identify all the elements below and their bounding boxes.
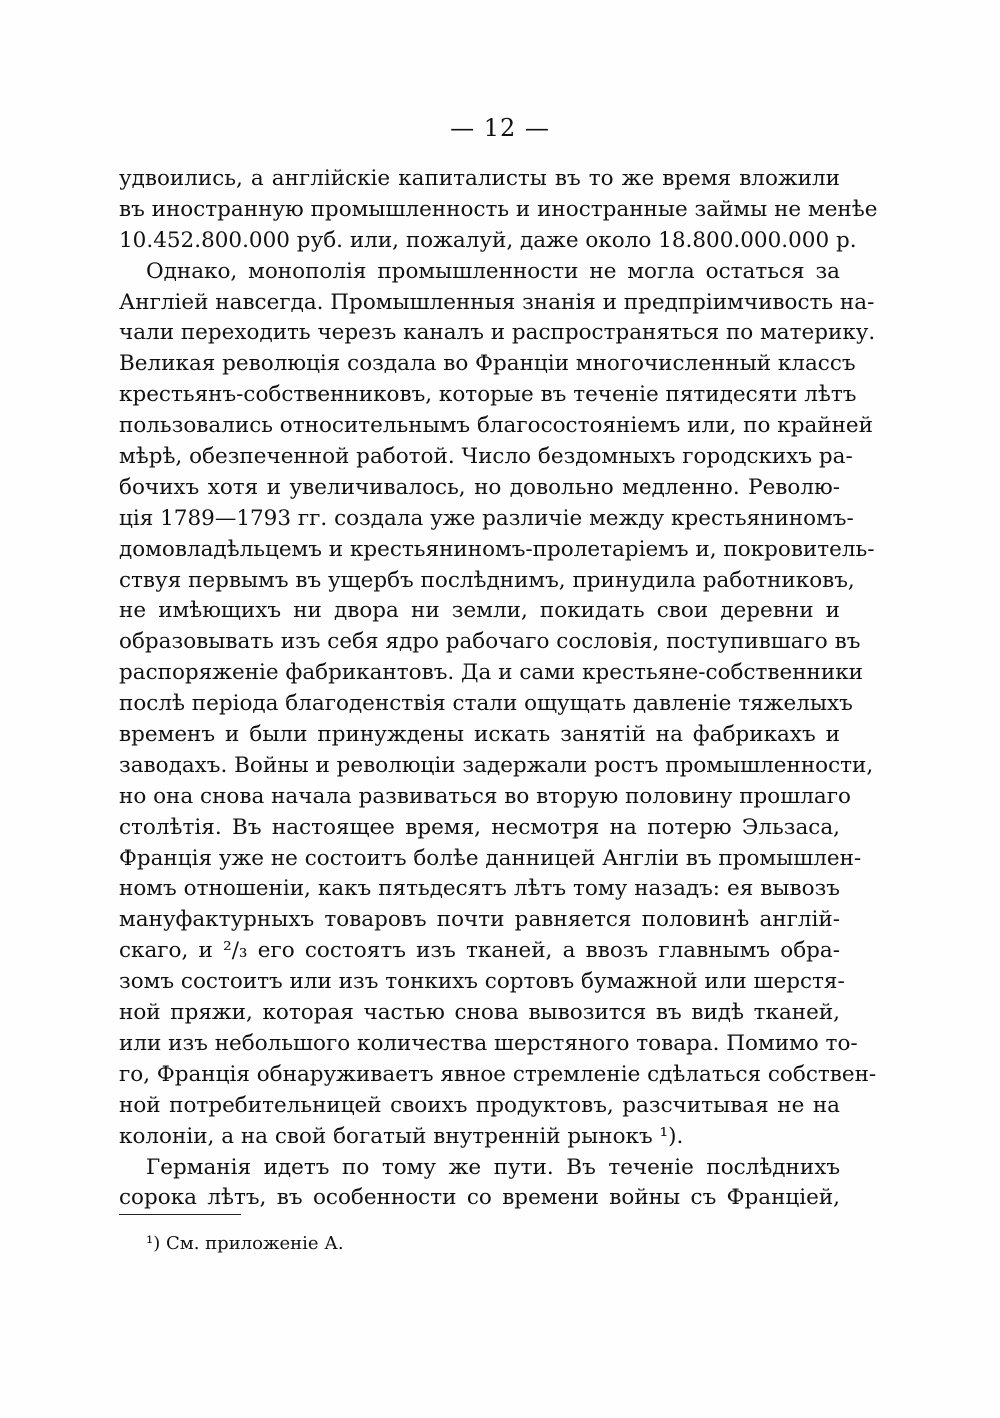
- text-line: Германія идетъ по тому же пути. Въ теченіе послѣднихъ: [146, 1154, 840, 1180]
- footnote: ¹) См. приложеніе А.: [146, 1233, 344, 1254]
- text-line: не имѣющихъ ни двора ни земли, покидать свои деревни и: [119, 598, 840, 624]
- text-line: временъ и были принуждены искать занятій на фабрикахъ и: [119, 722, 840, 748]
- text-line: ція 1789—1793 гг. создала уже различіе между крестьяниномъ-: [119, 505, 854, 531]
- text-line: столѣтія. Въ настоящее время, несмотря на потерю Эльзаса,: [119, 814, 840, 840]
- text-line: зомъ состоитъ или изъ тонкихъ сортовъ бумажной или шерстя-: [119, 969, 845, 995]
- text-line: послѣ періода благоденствія стали ощущать давленіе тяжелыхъ: [119, 691, 853, 717]
- text-line: бочихъ хотя и увеличивалось, но довольно медленно. Револю-: [119, 474, 840, 500]
- text-line: ствуя первымъ въ ущербъ послѣднимъ, принудила работниковъ,: [119, 567, 855, 593]
- text-line: распоряженіе фабрикантовъ. Да и сами крестьяне-собственники: [119, 660, 863, 686]
- text-line: мануфактурныхъ товаровъ почти равняется половинѣ англій-: [119, 907, 840, 933]
- text-line: 10.452.800.000 руб. или, пожалуй, даже около 18.800.000.000 р.: [119, 227, 857, 253]
- text-line: номъ отношеніи, какъ пятьдесятъ лѣтъ тому назадъ: ея вывозъ: [119, 876, 840, 902]
- text-line: крестьянъ-собственниковъ, которые въ теченіе пятидесяти лѣтъ: [119, 382, 857, 408]
- text-line: Франція уже не состоитъ болѣе данницей Англіи въ промышлен-: [119, 845, 862, 871]
- text-line: скаго, и ²/₃ его состоятъ изъ тканей, а ввозъ главнымъ обра-: [119, 938, 840, 964]
- text-line: ной потребительницей своихъ продуктовъ, разсчитывая не на: [119, 1092, 840, 1118]
- text-line: сорока лѣтъ, въ особенности со времени войны съ Франціей,: [119, 1185, 840, 1211]
- text-line: чали переходить черезъ каналъ и распространяться по материку.: [119, 320, 876, 346]
- footnote-divider: [119, 1214, 241, 1215]
- text-line: или изъ небольшого количества шерстяного товара. Помимо то-: [119, 1030, 858, 1056]
- text-line: заводахъ. Войны и революціи задержали ростъ промышленности,: [119, 752, 874, 778]
- text-line: но она снова начала развиваться во вторую половину прошлаго: [119, 783, 851, 809]
- text-line: въ иностранную промышленность и иностранные займы не менѣе: [119, 196, 878, 222]
- text-line: го, Франція обнаруживаетъ явное стремленіе сдѣлаться собствен-: [119, 1061, 877, 1087]
- body-text: [119, 164, 878, 1214]
- text-line: образовывать изъ себя ядро рабочаго сословія, поступившаго въ: [119, 629, 861, 655]
- text-line: Однако, монополія промышленности не могла остаться за: [146, 258, 840, 284]
- text-line: Великая революція создала во Франціи многочисленный классъ: [119, 351, 856, 377]
- text-line: колоніи, а на свой богатый внутренній рынокъ ¹).: [119, 1123, 684, 1149]
- text-line: мѣрѣ, обезпеченной работой. Число бездомныхъ городскихъ ра-: [119, 444, 853, 470]
- page-number: — 12 —: [450, 114, 550, 142]
- text-line: домовладѣльцемъ и крестьяниномъ-пролетаріемъ и, покровитель-: [119, 536, 875, 562]
- text-line: удвоились, а англійскіе капиталисты въ то же время вложили: [119, 166, 840, 191]
- text-line: ной пряжи, которая частью снова вывозится въ видѣ тканей,: [119, 1000, 840, 1026]
- text-line: пользовались относительнымъ благосостояніемъ или, по крайней: [119, 413, 873, 439]
- text-line: Англіей навсегда. Промышленныя знанія и предпріимчивость на-: [119, 289, 875, 315]
